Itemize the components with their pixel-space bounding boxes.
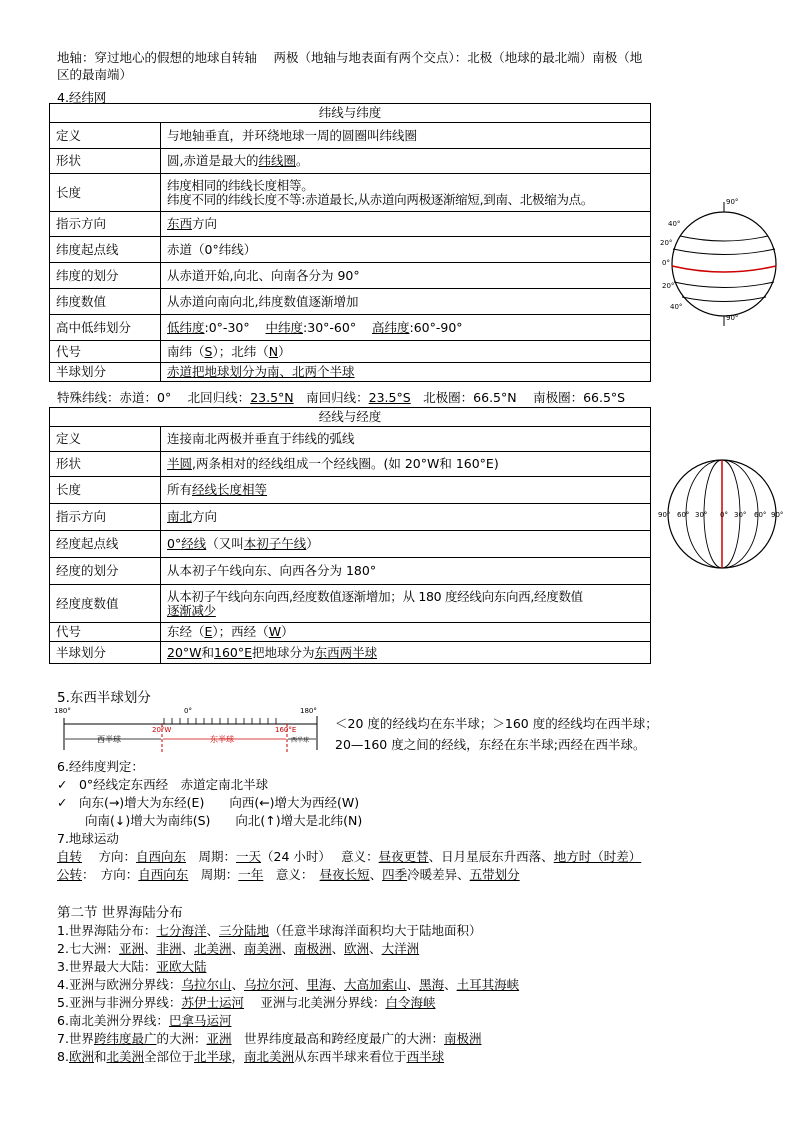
row-value: 所有经线长度相等 [161, 477, 651, 504]
globe1-label: 20° [660, 239, 673, 247]
sea-land-item-7: 7.世界跨纬度最广的大洲：亚洲 世界纬度最高和跨经度最广的大洲：南极洲 [57, 1031, 482, 1046]
row-value: 半圆,两条相对的经线组成一个经线圈。(如 20°W和 160°E) [161, 452, 651, 477]
row-value: 从本初子午线向东向西,经度数值逐渐增加；从 180 度经线向东向西,经度数值 逐渐减少 [161, 585, 651, 623]
revolution-line: 公转： 方向：自西向东 周期：一年 意义： 昼夜长短、四季冷暖差异、五带划分 [57, 867, 520, 882]
latitude-table-title: 纬线与纬度 [50, 104, 651, 123]
globe2-label: 90° [771, 511, 784, 519]
row-value: 低纬度:0°-30° 中纬度:30°-60° 高纬度:60°-90° [161, 315, 651, 341]
scale-west-hemisphere-2: 西半球 [291, 737, 310, 744]
scale-west-hemisphere: 西半球 [97, 735, 121, 744]
row-value: 南纬（S）；北纬（N） [161, 341, 651, 363]
row-key: 经度起点线 [50, 531, 161, 558]
sea-land-item-4: 4.亚洲与欧洲分界线：乌拉尔山、乌拉尔河、里海、大高加索山、黑海、土耳其海峡 [57, 977, 520, 992]
row-key: 纬度起点线 [50, 237, 161, 263]
scale-label-0: 0° [184, 707, 192, 715]
rule-line-3: 向南(↓)增大为南纬(S) 向北(↑)增大是北纬(N) [85, 813, 363, 828]
row-key: 代号 [50, 341, 161, 363]
row-key: 纬度的划分 [50, 263, 161, 289]
longitude-globe-diagram [658, 454, 788, 578]
intro-line-1: 地轴：穿过地心的假想的地球自转轴 两极（地轴与地表面有两个交点）：北极（地球的最北端）南极（地 [57, 50, 643, 65]
row-key: 代号 [50, 623, 161, 642]
row-key: 经度度数值 [50, 585, 161, 623]
sea-land-item-1: 1.世界海陆分布：七分海洋、三分陆地（任意半球海洋面积均大于陆地面积） [57, 923, 482, 938]
row-value: 圆,赤道是最大的纬线圈。 [161, 149, 651, 174]
row-key: 长度 [50, 477, 161, 504]
section-4-heading: 4.经纬网 [57, 90, 107, 105]
row-value: 20°W和160°E把地球分为东西两半球 [161, 642, 651, 664]
row-key: 纬度数值 [50, 289, 161, 315]
longitude-table-title: 经线与经度 [50, 408, 651, 427]
hemisphere-note-1: ＜20 度的经线均在东半球；＞160 度的经线均在西半球； [335, 716, 658, 731]
globe2-label: 60° [677, 511, 690, 519]
scale-label-20w: 20°W [152, 726, 172, 734]
row-key: 经度的划分 [50, 558, 161, 585]
globe1-label: 20° [662, 282, 675, 290]
section-7-heading: 7.地球运动 [57, 831, 119, 846]
section-6-heading: 6.经纬度判定： [57, 759, 144, 774]
scale-label-180-right: 180° [300, 707, 317, 715]
row-value: 连接南北两极并垂直于纬线的弧线 [161, 427, 651, 452]
row-value: 纬度相同的纬线长度相等。 纬度不同的纬线长度不等:赤道最长,从赤道向两极逐渐缩短,到南、北极缩为点。 [161, 174, 651, 212]
globe1-label: 90° [726, 314, 739, 322]
row-value: 从赤道开始,向北、向南各分为 90° [161, 263, 651, 289]
globe1-label: 40° [670, 303, 683, 311]
row-value: 与地轴垂直，并环绕地球一周的圆圈叫纬线圈 [161, 123, 651, 149]
globe1-label: 90° [726, 198, 739, 206]
row-value: 0°经线（又叫本初子午线） [161, 531, 651, 558]
globe2-label: 30° [734, 511, 747, 519]
intro-line-2: 区的最南端） [57, 67, 133, 82]
special-latitudes: 特殊纬线：赤道：0° 北回归线：23.5°N 南回归线：23.5°S 北极圈：66.5°N 南极圈：66.5°S [57, 390, 626, 405]
sea-land-item-6: 6.南北美洲分界线：巴拿马运河 [57, 1013, 232, 1028]
row-key: 半球划分 [50, 363, 161, 382]
row-value: 东经（E）；西经（W） [161, 623, 651, 642]
globe2-label: 30° [695, 511, 708, 519]
intro-text [57, 49, 642, 83]
sea-land-item-3: 3.世界最大大陆：亚欧大陆 [57, 959, 207, 974]
latitude-table [49, 103, 651, 382]
row-key: 定义 [50, 123, 161, 149]
rule-line-2: ✓ 向东(→)增大为东经(E) 向西(←)增大为西经(W) [57, 795, 360, 810]
check-icon: ✓ [57, 795, 68, 810]
globe2-label: 90° [658, 511, 671, 519]
globe2-label: 0° [720, 511, 728, 519]
row-key: 长度 [50, 174, 161, 212]
longitude-table [49, 407, 651, 664]
row-key: 形状 [50, 452, 161, 477]
section-2-title: 第二节 世界海陆分布 [57, 905, 183, 921]
rule-line-1: ✓ 0°经线定东西经 赤道定南北半球 [57, 777, 269, 792]
row-key: 指示方向 [50, 504, 161, 531]
rotation-line: 自转 方向：自西向东 周期：一天（24 小时） 意义：昼夜更替、日月星辰东升西落、地方时（时差） [57, 849, 642, 864]
row-value: 从赤道向南向北,纬度数值逐渐增加 [161, 289, 651, 315]
row-value: 东西方向 [161, 212, 651, 237]
sea-land-item-8: 8.欧洲和北美洲全部位于北半球，南北美洲从东西半球来看位于西半球 [57, 1049, 445, 1064]
sea-land-item-2: 2.七大洲：亚洲、非洲、北美洲、南美洲、南极洲、欧洲、大洋洲 [57, 941, 420, 956]
row-value: 赤道（0°纬线） [161, 237, 651, 263]
hemisphere-note-2: 20—160 度之间的经线，东经在东半球;西经在西半球。 [335, 737, 646, 752]
row-value: 赤道把地球划分为南、北两个半球 [161, 363, 651, 382]
scale-east-hemisphere: 东半球 [210, 735, 234, 744]
sea-land-item-5: 5.亚洲与非洲分界线：苏伊士运河 亚洲与北美洲分界线：白令海峡 [57, 995, 436, 1010]
row-value: 从本初子午线向东、向西各分为 180° [161, 558, 651, 585]
row-key: 高中低纬划分 [50, 315, 161, 341]
globe2-label: 60° [754, 511, 767, 519]
latitude-globe-diagram [656, 194, 782, 332]
globe1-label: 0° [662, 259, 670, 267]
scale-label-160e: 160°E [275, 726, 297, 734]
check-icon: ✓ [57, 777, 68, 792]
row-value: 南北方向 [161, 504, 651, 531]
row-key: 指示方向 [50, 212, 161, 237]
hemisphere-notes [335, 713, 658, 755]
section-5-heading: 5.东西半球划分 [57, 690, 151, 706]
globe1-label: 40° [668, 220, 681, 228]
row-key: 定义 [50, 427, 161, 452]
scale-label-180-left: 180° [54, 707, 71, 715]
hemisphere-scale-diagram [52, 704, 322, 754]
row-key: 形状 [50, 149, 161, 174]
row-key: 半球划分 [50, 642, 161, 664]
